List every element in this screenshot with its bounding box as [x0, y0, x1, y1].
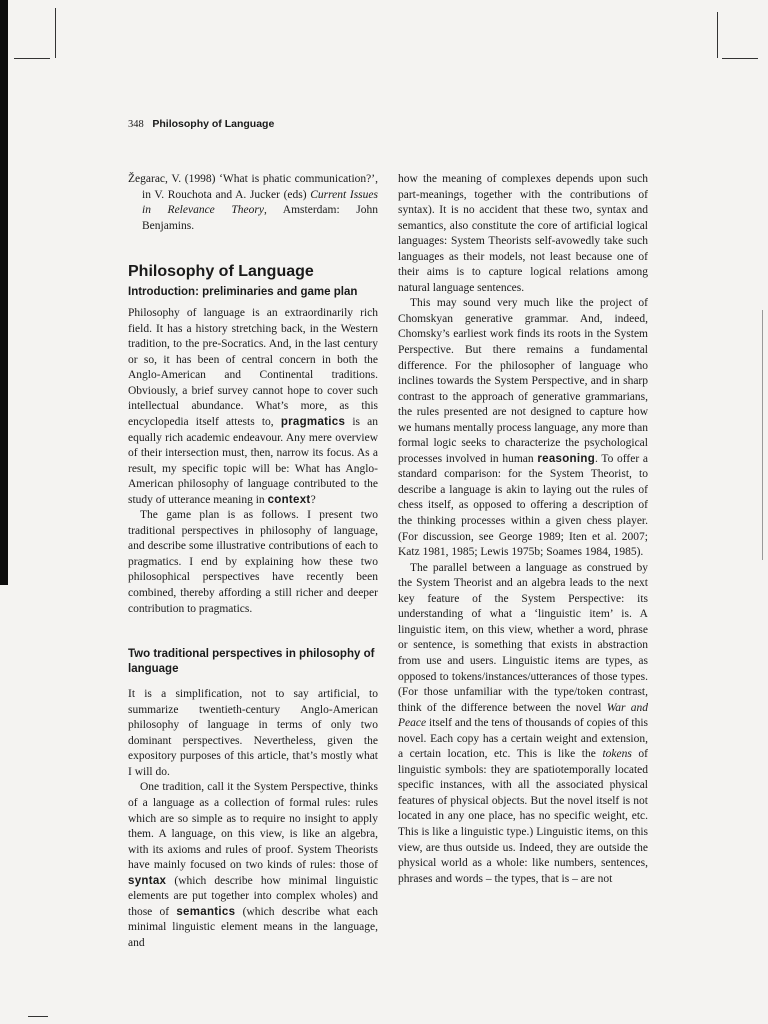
- term-semantics: semantics: [176, 905, 236, 918]
- running-head: [128, 118, 274, 130]
- section2-paragraph-2: One tradition, call it the System Perspective, thinks of a language as a collection of formal rules: rules which are so simple as to require no insight to apply them. A language, on this view, is like an algebra, with its axioms and rules of proof. System Theorists have mainly focused on two kinds of rules: those of syntax (which describe how minimal linguistic elements are put together into complex wholes) and those of semantics (which describe what each minimal linguistic element means in the language, and: [128, 781, 378, 949]
- scan-edge-shadow: [0, 0, 8, 585]
- section2-paragraph-1: It is a simplification, not to say artificial, to summarize twentieth-century Anglo-American philosophy of language in terms of only two dominant perspectives. Nevertheless, given the expository purposes of this article, that’s mostly what I will do.: [128, 688, 378, 778]
- section-subtitle: Introduction: preliminaries and game plan: [128, 286, 358, 299]
- section-title: Philosophy of Language: [128, 263, 314, 281]
- ref-author: Žegarac, V. (1998): [128, 173, 220, 185]
- book-title: War and Peace: [398, 701, 649, 730]
- intro-paragraph-1: Philosophy of language is an extraordinarily rich field. It has a history stretching back, in the Western tradition, to the pre-Socratics. And, in the last century or so, it has been of central concern in both the Anglo-American and Continental traditions. Obviously, a brief survey cannot hope to cover such intellectual abundance. What’s more, as this encyclopedia itself attests to, pragmatics is an equally rich academic endeavour. Any mere overview of their intersection must, then, narrow its focus. As a result, my specific topic will be: What has Anglo-American philosophy of language contributed to the study of utterance meaning in context?: [128, 307, 378, 506]
- running-title: Philosophy of Language: [152, 118, 275, 130]
- ref-book: Current Issues in Relevance Theory: [142, 188, 378, 217]
- right-paragraph-2: This may sound very much like the project of Chomskyan generative grammar. And, indeed, Chomsky’s earliest work finds its roots in the System Perspective. But there remains a fundamental difference. For the philosopher of language who inclines towards the System Perspective, and in sharp contrast to the approach of generative grammarians, the rules presented are not designed to capture how we humans mentally process language, any more than formal logic seeks to characterize the psychological processes involved in human reasoning. To offer a standard comparison: for the System Theorist, to describe a language is akin to laying out the rules of chess itself, as opposed to offering a description of the thinking processes within a given chess player. (For discussion, see George 1989; Iten et al. 2007; Katz 1981, 1985; Lewis 1975b; Soames 1984, 1985).: [398, 297, 648, 559]
- right-paragraph-1: how the meaning of complexes depends upon such part-meanings, together with the contributions of syntax). It is no accident that these two, syntax and semantics, also constitute the core of artificial logical languages: System Theorists self-avowedly take such languages as their models, not least because one of their aims is to capture logical relations among natural language sentences.: [398, 173, 648, 294]
- crop-mark-bottom-left-h: [28, 1016, 48, 1017]
- crop-mark-right-edge: [762, 310, 763, 560]
- section2-title: Two traditional perspectives in philosophy of language: [128, 648, 375, 676]
- term-pragmatics: pragmatics: [280, 416, 346, 429]
- crop-mark-top-left-v: [55, 8, 56, 58]
- right-column: [398, 172, 648, 887]
- term-reasoning: reasoning: [537, 452, 596, 465]
- crop-mark-top-left-h: [14, 58, 50, 59]
- page-number: 348: [128, 119, 144, 130]
- term-tokens: tokens: [602, 748, 632, 761]
- reference-entry: [128, 172, 378, 234]
- term-syntax: syntax: [128, 874, 167, 887]
- crop-mark-top-right-h: [722, 58, 758, 59]
- left-column: [128, 172, 378, 951]
- right-paragraph-3: The parallel between a language as construed by the System Theorist and an algebra leads to the next key feature of the System Perspective: its understanding of what a ‘linguistic item’ is. A linguistic item, on this view, whether a word, phrase or sentence, is something that exists in abstraction from use and users. Linguistic items are types, as opposed to tokens/instances/utterances of those types. (For those unfamiliar with the type/token contrast, think of the difference between the novel War and Peace itself and the tens of thousands of copies of this novel. Each copy has a certain weight and extension, a certain location, etc. This is like the tokens of linguistic symbols: they are spatiotemporally located specific instances, with all the associated physical features of physical objects. But the novel itself is not located in any one place, has no specific weight, etc. This is like a linguistic type.) Linguistic items, on this view, are thus outside us. Indeed, they are outside the physical world as a whole: like numbers, sentences, phrases and words – the types, that is – are not: [398, 561, 649, 885]
- crop-mark-top-right-v: [717, 12, 718, 58]
- ref-publisher: , Amsterdam: John Benjamins.: [142, 204, 378, 232]
- term-context: context: [267, 493, 311, 506]
- ref-title: ‘What is phatic communication?’, in V. Rouchota and A. Jucker (eds): [142, 173, 378, 201]
- intro-paragraph-2: The game plan is as follows. I present two traditional perspectives in philosophy of language, and describe some illustrative contributions of each to pragmatics. I end by explaining how these two philosophical perspectives have recently been combined, thereby affording a still richer and deeper contribution to pragmatics.: [128, 509, 378, 615]
